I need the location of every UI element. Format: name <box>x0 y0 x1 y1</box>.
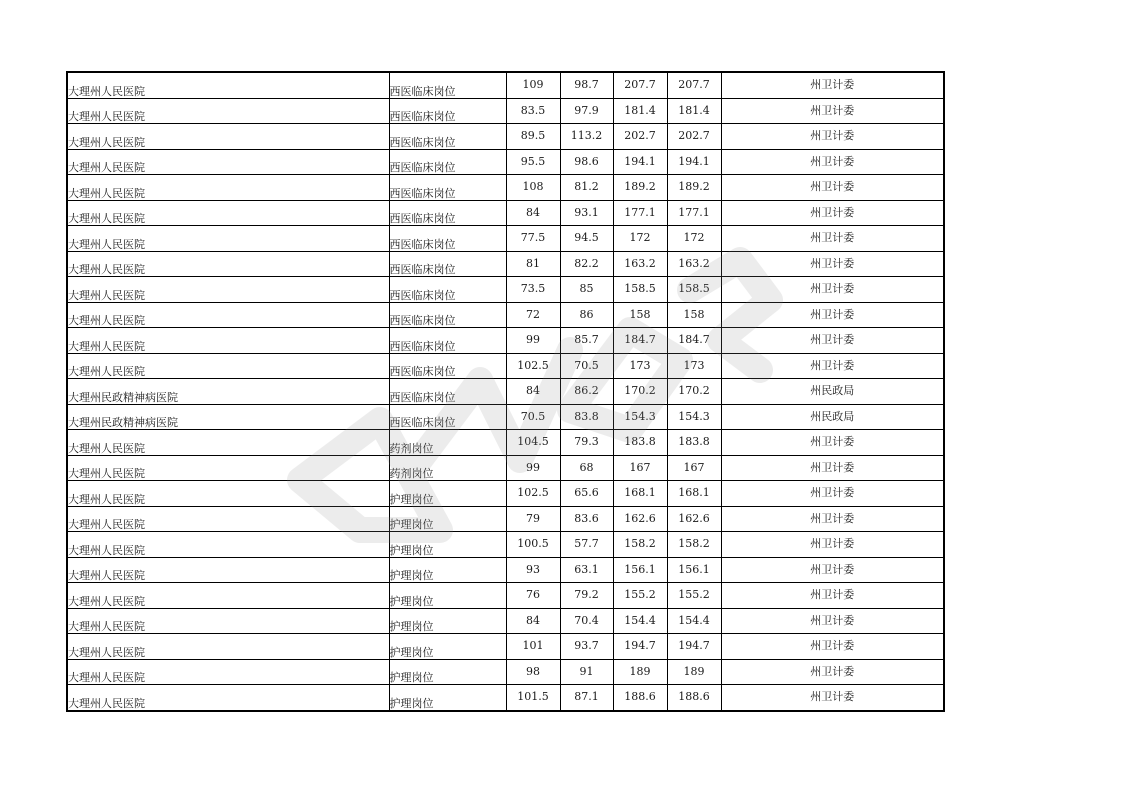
cell-score-2: 70.4 <box>560 608 613 634</box>
cell-final: 158.5 <box>667 277 721 303</box>
cell-post: 西医临床岗位 <box>389 404 506 430</box>
cell-department: 州卫计委 <box>721 634 944 660</box>
table-row <box>67 124 944 150</box>
cell-final: 181.4 <box>667 98 721 124</box>
table-row <box>67 557 944 583</box>
cell-total: 188.6 <box>613 685 667 711</box>
cell-total: 168.1 <box>613 481 667 507</box>
cell-score-2: 93.7 <box>560 634 613 660</box>
cell-score-1: 70.5 <box>506 404 560 430</box>
cell-final: 189 <box>667 659 721 685</box>
cell-total: 173 <box>613 353 667 379</box>
cell-unit: 大理州人民医院 <box>67 277 389 303</box>
cell-total: 162.6 <box>613 506 667 532</box>
cell-department: 州卫计委 <box>721 226 944 252</box>
cell-unit: 大理州人民医院 <box>67 659 389 685</box>
cell-post: 西医临床岗位 <box>389 200 506 226</box>
cell-post: 护理岗位 <box>389 685 506 711</box>
cell-department: 州卫计委 <box>721 608 944 634</box>
cell-final: 194.1 <box>667 149 721 175</box>
cell-score-2: 93.1 <box>560 200 613 226</box>
cell-department: 州卫计委 <box>721 175 944 201</box>
cell-final: 173 <box>667 353 721 379</box>
cell-total: 154.4 <box>613 608 667 634</box>
cell-unit: 大理州人民医院 <box>67 455 389 481</box>
cell-score-2: 94.5 <box>560 226 613 252</box>
table-row <box>67 175 944 201</box>
cell-total: 181.4 <box>613 98 667 124</box>
cell-department: 州卫计委 <box>721 200 944 226</box>
cell-post: 护理岗位 <box>389 608 506 634</box>
cell-score-1: 79 <box>506 506 560 532</box>
cell-unit: 大理州人民医院 <box>67 124 389 150</box>
cell-score-2: 57.7 <box>560 532 613 558</box>
table-row <box>67 404 944 430</box>
results-table <box>66 71 945 712</box>
cell-total: 189.2 <box>613 175 667 201</box>
cell-final: 156.1 <box>667 557 721 583</box>
table-row <box>67 430 944 456</box>
table-row <box>67 251 944 277</box>
cell-department: 州卫计委 <box>721 149 944 175</box>
cell-score-2: 85.7 <box>560 328 613 354</box>
results-table-body <box>67 72 944 711</box>
cell-unit: 大理州人民医院 <box>67 634 389 660</box>
table-row <box>67 72 944 98</box>
cell-final: 163.2 <box>667 251 721 277</box>
cell-post: 护理岗位 <box>389 583 506 609</box>
cell-unit: 大理州人民医院 <box>67 226 389 252</box>
cell-department: 州卫计委 <box>721 328 944 354</box>
cell-final: 158.2 <box>667 532 721 558</box>
cell-post: 护理岗位 <box>389 481 506 507</box>
cell-score-2: 81.2 <box>560 175 613 201</box>
cell-score-1: 76 <box>506 583 560 609</box>
cell-total: 158 <box>613 302 667 328</box>
cell-post: 护理岗位 <box>389 506 506 532</box>
cell-final: 207.7 <box>667 72 721 98</box>
table-row <box>67 481 944 507</box>
table-row <box>67 608 944 634</box>
table-row <box>67 659 944 685</box>
cell-final: 167 <box>667 455 721 481</box>
cell-score-1: 73.5 <box>506 277 560 303</box>
cell-department: 州卫计委 <box>721 430 944 456</box>
cell-total: 155.2 <box>613 583 667 609</box>
cell-total: 202.7 <box>613 124 667 150</box>
cell-score-2: 98.7 <box>560 72 613 98</box>
cell-final: 202.7 <box>667 124 721 150</box>
cell-department: 州卫计委 <box>721 98 944 124</box>
cell-unit: 大理州人民医院 <box>67 481 389 507</box>
cell-total: 207.7 <box>613 72 667 98</box>
cell-post: 西医临床岗位 <box>389 72 506 98</box>
cell-total: 156.1 <box>613 557 667 583</box>
cell-final: 158 <box>667 302 721 328</box>
cell-unit: 大理州人民医院 <box>67 302 389 328</box>
cell-post: 西医临床岗位 <box>389 226 506 252</box>
cell-department: 州卫计委 <box>721 481 944 507</box>
cell-final: 189.2 <box>667 175 721 201</box>
cell-score-1: 83.5 <box>506 98 560 124</box>
cell-score-1: 84 <box>506 379 560 405</box>
cell-post: 西医临床岗位 <box>389 149 506 175</box>
table-row <box>67 455 944 481</box>
cell-final: 177.1 <box>667 200 721 226</box>
cell-total: 172 <box>613 226 667 252</box>
table-row <box>67 685 944 711</box>
cell-score-1: 93 <box>506 557 560 583</box>
cell-total: 184.7 <box>613 328 667 354</box>
table-row <box>67 149 944 175</box>
cell-post: 西医临床岗位 <box>389 379 506 405</box>
cell-unit: 大理州人民医院 <box>67 149 389 175</box>
cell-total: 177.1 <box>613 200 667 226</box>
cell-final: 154.3 <box>667 404 721 430</box>
cell-post: 西医临床岗位 <box>389 175 506 201</box>
cell-department: 州民政局 <box>721 404 944 430</box>
cell-post: 护理岗位 <box>389 532 506 558</box>
cell-post: 护理岗位 <box>389 659 506 685</box>
cell-unit: 大理州人民医院 <box>67 98 389 124</box>
table-row <box>67 634 944 660</box>
cell-final: 188.6 <box>667 685 721 711</box>
cell-department: 州卫计委 <box>721 557 944 583</box>
cell-total: 163.2 <box>613 251 667 277</box>
cell-department: 州卫计委 <box>721 302 944 328</box>
cell-unit: 大理州人民医院 <box>67 532 389 558</box>
cell-total: 158.2 <box>613 532 667 558</box>
table-row <box>67 200 944 226</box>
cell-total: 194.1 <box>613 149 667 175</box>
table-row <box>67 583 944 609</box>
cell-score-1: 101 <box>506 634 560 660</box>
cell-department: 州卫计委 <box>721 277 944 303</box>
cell-total: 158.5 <box>613 277 667 303</box>
cell-unit: 大理州人民医院 <box>67 583 389 609</box>
cell-unit: 大理州人民医院 <box>67 430 389 456</box>
cell-score-1: 101.5 <box>506 685 560 711</box>
cell-score-2: 83.6 <box>560 506 613 532</box>
cell-department: 州卫计委 <box>721 251 944 277</box>
cell-score-1: 95.5 <box>506 149 560 175</box>
cell-score-2: 86 <box>560 302 613 328</box>
cell-department: 州民政局 <box>721 379 944 405</box>
cell-post: 西医临床岗位 <box>389 302 506 328</box>
cell-score-2: 70.5 <box>560 353 613 379</box>
cell-total: 170.2 <box>613 379 667 405</box>
cell-unit: 大理州民政精神病医院 <box>67 404 389 430</box>
cell-department: 州卫计委 <box>721 506 944 532</box>
cell-total: 194.7 <box>613 634 667 660</box>
cell-total: 183.8 <box>613 430 667 456</box>
cell-score-1: 99 <box>506 328 560 354</box>
cell-score-2: 83.8 <box>560 404 613 430</box>
cell-unit: 大理州人民医院 <box>67 506 389 532</box>
cell-department: 州卫计委 <box>721 583 944 609</box>
cell-score-1: 84 <box>506 608 560 634</box>
cell-unit: 大理州人民医院 <box>67 328 389 354</box>
cell-unit: 大理州人民医院 <box>67 685 389 711</box>
cell-score-1: 89.5 <box>506 124 560 150</box>
cell-score-1: 108 <box>506 175 560 201</box>
table-row <box>67 379 944 405</box>
cell-final: 162.6 <box>667 506 721 532</box>
cell-final: 168.1 <box>667 481 721 507</box>
cell-post: 护理岗位 <box>389 634 506 660</box>
cell-score-2: 63.1 <box>560 557 613 583</box>
cell-score-2: 91 <box>560 659 613 685</box>
cell-score-1: 84 <box>506 200 560 226</box>
cell-final: 183.8 <box>667 430 721 456</box>
cell-score-2: 82.2 <box>560 251 613 277</box>
cell-score-2: 68 <box>560 455 613 481</box>
cell-department: 州卫计委 <box>721 532 944 558</box>
cell-post: 药剂岗位 <box>389 455 506 481</box>
cell-final: 155.2 <box>667 583 721 609</box>
cell-unit: 大理州人民医院 <box>67 353 389 379</box>
cell-department: 州卫计委 <box>721 685 944 711</box>
cell-post: 西医临床岗位 <box>389 124 506 150</box>
cell-unit: 大理州人民医院 <box>67 72 389 98</box>
cell-score-2: 85 <box>560 277 613 303</box>
cell-final: 194.7 <box>667 634 721 660</box>
cell-final: 172 <box>667 226 721 252</box>
table-row <box>67 277 944 303</box>
cell-score-2: 98.6 <box>560 149 613 175</box>
cell-score-2: 79.2 <box>560 583 613 609</box>
cell-post: 护理岗位 <box>389 557 506 583</box>
cell-score-2: 65.6 <box>560 481 613 507</box>
cell-post: 西医临床岗位 <box>389 251 506 277</box>
table-row <box>67 353 944 379</box>
cell-unit: 大理州人民医院 <box>67 175 389 201</box>
cell-score-2: 87.1 <box>560 685 613 711</box>
cell-post: 西医临床岗位 <box>389 277 506 303</box>
cell-unit: 大理州人民医院 <box>67 608 389 634</box>
cell-score-1: 99 <box>506 455 560 481</box>
cell-total: 154.3 <box>613 404 667 430</box>
cell-department: 州卫计委 <box>721 72 944 98</box>
cell-department: 州卫计委 <box>721 124 944 150</box>
table-row <box>67 328 944 354</box>
table-row <box>67 506 944 532</box>
table-row <box>67 98 944 124</box>
cell-unit: 大理州人民医院 <box>67 200 389 226</box>
cell-score-1: 109 <box>506 72 560 98</box>
cell-final: 170.2 <box>667 379 721 405</box>
cell-department: 州卫计委 <box>721 455 944 481</box>
cell-score-1: 102.5 <box>506 481 560 507</box>
cell-score-1: 72 <box>506 302 560 328</box>
cell-final: 184.7 <box>667 328 721 354</box>
cell-unit: 大理州人民医院 <box>67 557 389 583</box>
cell-department: 州卫计委 <box>721 353 944 379</box>
cell-score-1: 77.5 <box>506 226 560 252</box>
cell-total: 189 <box>613 659 667 685</box>
cell-unit: 大理州人民医院 <box>67 251 389 277</box>
cell-score-2: 79.3 <box>560 430 613 456</box>
table-row <box>67 302 944 328</box>
cell-score-2: 97.9 <box>560 98 613 124</box>
cell-department: 州卫计委 <box>721 659 944 685</box>
cell-unit: 大理州民政精神病医院 <box>67 379 389 405</box>
table-row <box>67 226 944 252</box>
cell-post: 药剂岗位 <box>389 430 506 456</box>
cell-score-2: 113.2 <box>560 124 613 150</box>
cell-score-1: 102.5 <box>506 353 560 379</box>
cell-score-1: 81 <box>506 251 560 277</box>
cell-score-1: 100.5 <box>506 532 560 558</box>
cell-score-1: 104.5 <box>506 430 560 456</box>
cell-post: 西医临床岗位 <box>389 328 506 354</box>
table-row <box>67 532 944 558</box>
cell-score-2: 86.2 <box>560 379 613 405</box>
cell-final: 154.4 <box>667 608 721 634</box>
cell-post: 西医临床岗位 <box>389 353 506 379</box>
cell-total: 167 <box>613 455 667 481</box>
cell-post: 西医临床岗位 <box>389 98 506 124</box>
cell-score-1: 98 <box>506 659 560 685</box>
